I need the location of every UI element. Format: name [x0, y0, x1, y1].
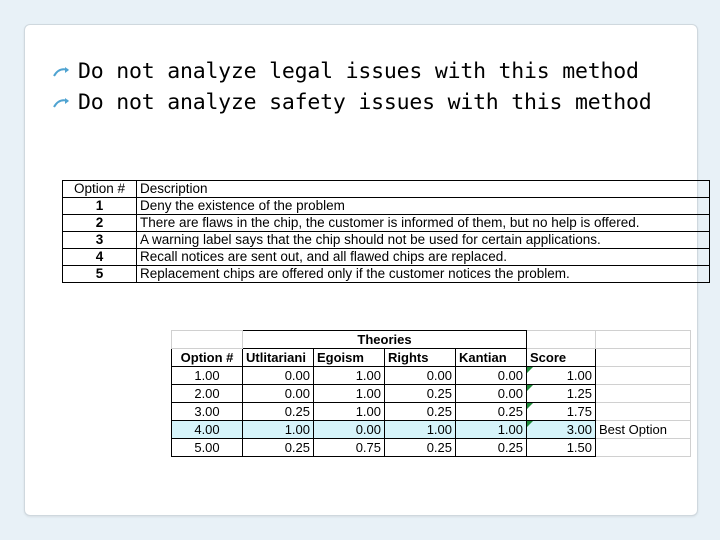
- rights-value: 0.25: [385, 403, 456, 421]
- table-header-row: [63, 181, 710, 198]
- option-description: A warning label says that the chip should not be used for certain applications.: [137, 232, 710, 249]
- option-num: 1: [63, 198, 137, 215]
- header-option: Option #: [172, 349, 243, 367]
- table-row: [63, 232, 710, 249]
- table-row: [172, 403, 691, 421]
- option-description: Recall notices are sent out, and all flawed chips are replaced.: [137, 249, 710, 266]
- best-option-label: Best Option: [596, 421, 691, 439]
- rights-value: 1.00: [385, 421, 456, 439]
- header-utilitarian: Utlitariani: [243, 349, 314, 367]
- rights-value: 0.00: [385, 367, 456, 385]
- empty-cell: [596, 349, 691, 367]
- score-value: 3.00: [527, 421, 596, 439]
- score-value: 1.25: [527, 385, 596, 403]
- egoism-value: 0.75: [314, 439, 385, 457]
- option-num: 2: [63, 215, 137, 232]
- option-value: 4.00: [172, 421, 243, 439]
- theories-group-row: [172, 331, 691, 349]
- bullet-item: [52, 56, 651, 87]
- option-value: 3.00: [172, 403, 243, 421]
- row-note: [596, 403, 691, 421]
- rights-value: 0.25: [385, 385, 456, 403]
- header-score: Score: [527, 349, 596, 367]
- option-description: Deny the existence of the problem: [137, 198, 710, 215]
- kantian-value: 0.25: [456, 403, 527, 421]
- egoism-value: 0.00: [314, 421, 385, 439]
- row-note: [596, 439, 691, 457]
- egoism-value: 1.00: [314, 403, 385, 421]
- curved-arrow-bullet-icon: [52, 96, 78, 110]
- utilitarian-value: 1.00: [243, 421, 314, 439]
- curved-arrow-bullet-icon: [52, 65, 78, 79]
- table-row: [63, 266, 710, 283]
- bullet-item: [52, 87, 651, 118]
- utilitarian-value: 0.00: [243, 385, 314, 403]
- table-row: [172, 385, 691, 403]
- option-num: 4: [63, 249, 137, 266]
- score-value: 1.00: [527, 367, 596, 385]
- theories-table: [171, 330, 691, 457]
- option-description: Replacement chips are offered only if the customer notices the problem.: [137, 266, 710, 283]
- kantian-value: 0.00: [456, 385, 527, 403]
- table-row: [172, 367, 691, 385]
- empty-cell: [596, 331, 691, 349]
- bullet-text: Do not analyze legal issues with this method: [78, 59, 639, 84]
- option-description: There are flaws in the chip, the customer is informed of them, but no help is offered.: [137, 215, 710, 232]
- score-value: 1.75: [527, 403, 596, 421]
- table-row: [63, 249, 710, 266]
- header-egoism: Egoism: [314, 349, 385, 367]
- header-kantian: Kantian: [456, 349, 527, 367]
- theories-group-header: Theories: [243, 331, 527, 349]
- egoism-value: 1.00: [314, 385, 385, 403]
- option-value: 5.00: [172, 439, 243, 457]
- egoism-value: 1.00: [314, 367, 385, 385]
- option-num: 5: [63, 266, 137, 283]
- table-row-best: [172, 421, 691, 439]
- row-note: [596, 385, 691, 403]
- utilitarian-value: 0.25: [243, 403, 314, 421]
- table-row: [63, 215, 710, 232]
- kantian-value: 0.25: [456, 439, 527, 457]
- options-table: [62, 180, 710, 283]
- bullet-list: [52, 56, 651, 118]
- kantian-value: 1.00: [456, 421, 527, 439]
- table-row: [63, 198, 710, 215]
- score-value: 1.50: [527, 439, 596, 457]
- utilitarian-value: 0.25: [243, 439, 314, 457]
- theories-header-row: [172, 349, 691, 367]
- rights-value: 0.25: [385, 439, 456, 457]
- kantian-value: 0.00: [456, 367, 527, 385]
- option-value: 2.00: [172, 385, 243, 403]
- empty-cell: [527, 331, 596, 349]
- header-option-num: Option #: [63, 181, 137, 198]
- header-description: Description: [137, 181, 710, 198]
- option-num: 3: [63, 232, 137, 249]
- empty-cell: [172, 331, 243, 349]
- bullet-text: Do not analyze safety issues with this method: [78, 90, 652, 115]
- header-rights: Rights: [385, 349, 456, 367]
- option-value: 1.00: [172, 367, 243, 385]
- table-row: [172, 439, 691, 457]
- row-note: [596, 367, 691, 385]
- utilitarian-value: 0.00: [243, 367, 314, 385]
